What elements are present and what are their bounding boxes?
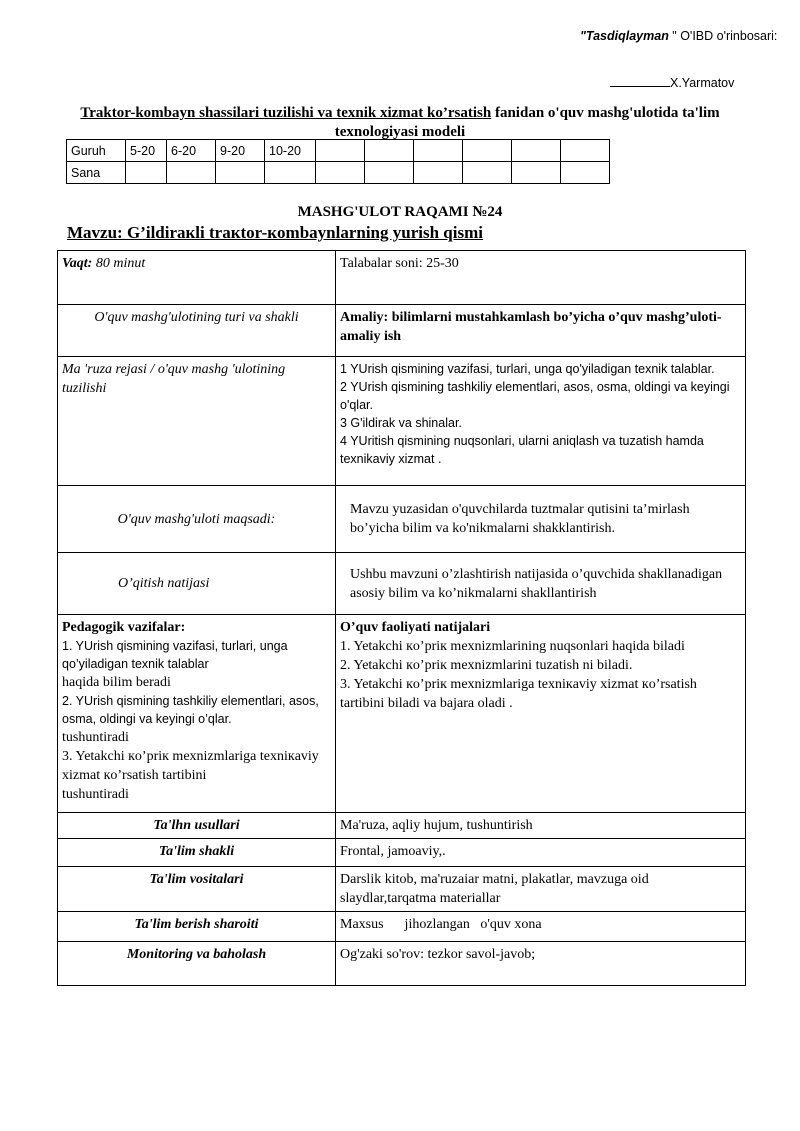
approval-tasdiq: "Tasdiqlayman	[580, 29, 669, 43]
date-cell	[126, 162, 167, 184]
ped-item: 1. YUrish qismining vazifasi, turlari, unga qo’yiladigan texnik talablar	[62, 639, 288, 671]
ped-item: haqida bilim beradi	[62, 675, 171, 690]
group-cell	[414, 140, 463, 162]
tasks-row	[58, 615, 746, 813]
approval-block	[580, 28, 790, 45]
signature-line	[610, 74, 670, 87]
date-cell	[265, 162, 316, 184]
ped-item: 3. Yetakchi кo’priк mexnizmlariga texniкaviy xizmat кo’rsatish tartibini	[62, 749, 319, 783]
monitoring-label: Monitoring va baholash	[58, 942, 336, 986]
goal-row	[58, 486, 746, 553]
time-cell	[58, 251, 336, 305]
time-value: 80 minut	[92, 256, 146, 271]
group-cell: 10-20	[265, 140, 316, 162]
group-table	[66, 139, 610, 184]
means-label: Ta'lim vositalari	[58, 867, 336, 912]
date-cell	[463, 162, 512, 184]
goal-value: Mavzu yuzasidan o'quvchilarda tuztmalar qutisini ta’mirlash bo’yicha bilim va ko'nikmalarni shakklantirish.	[336, 486, 746, 553]
document-title	[60, 104, 740, 142]
group-cell	[463, 140, 512, 162]
methods-label: Ta'lhn usullari	[58, 813, 336, 839]
act-item: 1. Yetakchi кo’priк mexnizmlarining nuqsonlari haqida biladi	[340, 639, 685, 654]
date-row	[67, 162, 610, 184]
form-label: Ta'lim shakli	[58, 839, 336, 867]
date-cell	[561, 162, 610, 184]
plan-item: 1 YUrish qismining vazifasi, turlari, unga qo'yiladigan texnik talablar.	[340, 362, 715, 376]
ped-label: Pedagogik vazifalar:	[62, 620, 186, 635]
plan-item: 3 G'ildirak va shinalar.	[340, 416, 462, 430]
activity-results	[336, 615, 746, 813]
plan-item: 4 YUritish qismining nuqsonlari, ularni aniqlash va tuzatish hamda texnikaviy xizmat .	[340, 434, 704, 466]
methods-row	[58, 813, 746, 839]
goal-label: O'quv mashg'uloti maqsadi:	[58, 486, 336, 553]
group-row	[67, 140, 610, 162]
form-row	[58, 839, 746, 867]
means-row	[58, 867, 746, 912]
act-item: 3. Yetakchi кo’priк mexnizmlariga texniкaviy xizmat кo’rsatish tartibini biladi va bajara oladi .	[340, 677, 697, 711]
date-cell	[414, 162, 463, 184]
approval-name: X.Yarmatov	[670, 76, 735, 90]
title-rest: fanidan o'quv mashg'ulotida ta'lim texnologiyasi modeli	[334, 105, 720, 140]
group-label: Guruh	[67, 140, 126, 162]
date-label: Sana	[67, 162, 126, 184]
result-label: O’qitish natijasi	[58, 553, 336, 615]
approval-signature	[610, 74, 734, 90]
conditions-row	[58, 912, 746, 942]
date-cell	[216, 162, 265, 184]
approval-role: " O'IBD o'rinbosari:	[668, 29, 778, 43]
result-row	[58, 553, 746, 615]
methods-value: Ma'ruza, aqliy hujum, tushuntirish	[336, 813, 746, 839]
lesson-number: MASHG'ULOT RAQAMI №24	[297, 204, 503, 220]
conditions-value: Maxsus jihozlangan o'quv xona	[336, 912, 746, 942]
group-cell: 9-20	[216, 140, 265, 162]
time-label: Vaqt:	[62, 256, 93, 271]
date-cell	[365, 162, 414, 184]
type-label: O'quv mashg'ulotining turi va shakli	[58, 305, 336, 357]
title-subject: Traktor-kombayn shassilari tuzilishi va texnik xizmat ko’rsatish	[80, 105, 492, 121]
monitoring-value: Og'zaki so'rov: tezkor savol-javob;	[336, 942, 746, 986]
ped-item: 2. YUrish qismining tashkiliy elementlari, asos, osma, oldingi va keyingi o’qlar.	[62, 694, 319, 726]
form-value: Frontal, jamoaviy,.	[336, 839, 746, 867]
date-cell	[512, 162, 561, 184]
monitoring-row	[58, 942, 746, 986]
result-value: Ushbu mavzuni o’zlashtirish natijasida o’quvchida shakllanadigan asosiy bilim va ko’nikmalarni shakllantirish	[336, 553, 746, 615]
group-cell	[365, 140, 414, 162]
ped-item: tushuntiradi	[62, 730, 129, 745]
ped-label-text: Pedagogik vazifalar	[62, 620, 181, 635]
type-value: Amaliy: bilimlarni mustahkamlash bo’yicha o’quv mashg’uloti-amaliy ish	[336, 305, 746, 357]
plan-label: Ma 'ruza rejasi / o'quv mashg 'ulotining tuzilishi	[58, 357, 336, 486]
lesson-plan-table	[57, 250, 746, 986]
lesson-topic: Mavzu: G’ildiraкli traкtor-кombaynlarning yurish qismi	[67, 223, 483, 242]
group-cell: 6-20	[167, 140, 216, 162]
type-row	[58, 305, 746, 357]
conditions-label: Ta'lim berish sharoiti	[58, 912, 336, 942]
act-item: 2. Yetakchi кo’priк mexnizmlarini tuzatish ni biladi.	[340, 658, 633, 673]
date-cell	[316, 162, 365, 184]
ped-item: tushuntiradi	[62, 787, 129, 802]
means-value: Darslik kitob, ma'ruzaiar matni, plakatlar, mavzuga oid slaydlar,tarqatma materiallar	[336, 867, 746, 912]
act-label: O’quv faoliyati natijalari	[340, 620, 491, 635]
plan-items	[336, 357, 746, 486]
students-count: Talabalar soni: 25-30	[336, 251, 746, 305]
time-row	[58, 251, 746, 305]
group-cell	[316, 140, 365, 162]
group-cell	[561, 140, 610, 162]
plan-row	[58, 357, 746, 486]
group-cell: 5-20	[126, 140, 167, 162]
pedagogical-tasks	[58, 615, 336, 813]
group-cell	[512, 140, 561, 162]
plan-item: 2 YUrish qismining tashkiliy elementlari, asos, osma, oldingi va keyingi o'qlar.	[340, 380, 730, 412]
date-cell	[167, 162, 216, 184]
